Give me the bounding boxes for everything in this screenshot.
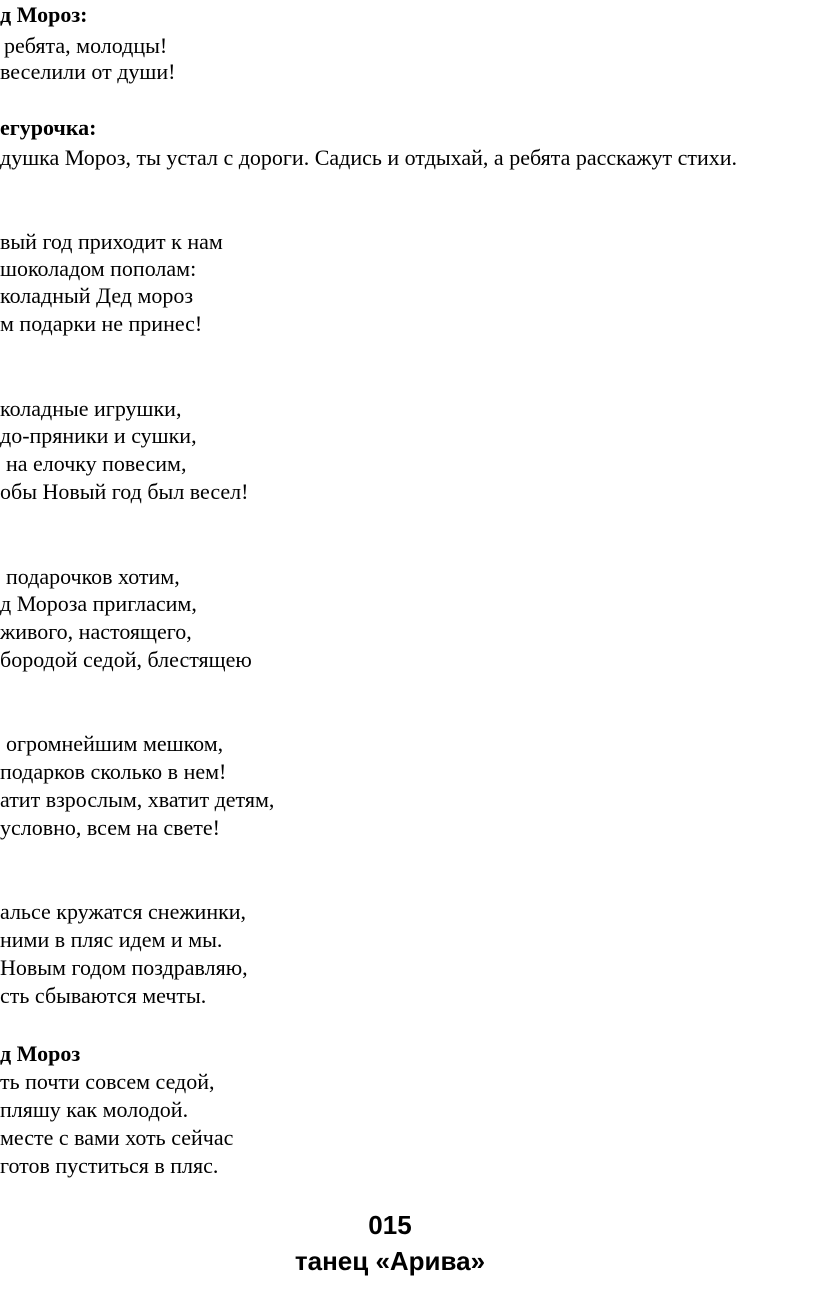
speech-line: душка Мороз, ты устал с дороги. Садись и отдыхай, а ребята расскажут стихи.: [0, 145, 738, 170]
poem-line: м подарки не принес!: [0, 311, 203, 336]
speech-line: месте с вами хоть сейчас: [0, 1125, 234, 1150]
item-number: 015: [368, 1210, 412, 1240]
speaker-name: д Мороз:: [0, 2, 88, 27]
speech-line: ть почти совсем седой,: [0, 1069, 215, 1094]
speaker-name: егурочка:: [0, 115, 97, 140]
speech-line: ребята, молодцы!: [4, 33, 168, 58]
poem-line: коладный Дед мороз: [0, 283, 194, 308]
poem-line: подарочков хотим,: [6, 564, 180, 589]
speaker-name: д Мороз: [0, 1041, 81, 1066]
poem-line: атит взрослым, хватит детям,: [0, 787, 275, 812]
item-title: танец «Арива»: [294, 1246, 486, 1276]
poem-line: на елочку повесим,: [6, 451, 187, 476]
poem-line: условно, всем на свете!: [0, 815, 220, 840]
poem-line: коладные игрушки,: [0, 396, 182, 421]
poem-line: Новым годом поздравляю,: [0, 955, 248, 980]
poem-line: альсе кружатся снежинки,: [0, 899, 247, 924]
poem-line: сть сбываются мечты.: [0, 983, 207, 1008]
poem-line: вый год приходит к нам: [0, 229, 223, 254]
poem-line: подарков сколько в нем!: [0, 759, 227, 784]
poem-line: шоколадом пополам:: [0, 256, 197, 281]
speech-line: пляшу как молодой.: [0, 1097, 189, 1122]
poem-line: ними в пляс идем и мы.: [0, 927, 223, 952]
poem-line: обы Новый год был весел!: [0, 479, 249, 504]
poem-line: живого, настоящего,: [0, 619, 192, 644]
poem-line: бородой седой, блестящею: [0, 647, 252, 672]
speech-line: готов пуститься в пляс.: [0, 1153, 219, 1178]
speech-line: веселили от души!: [0, 59, 176, 84]
poem-line: до-пряники и сушки,: [0, 423, 197, 448]
poem-line: огромнейшим мешком,: [6, 731, 224, 756]
poem-line: д Мороза пригласим,: [0, 591, 197, 616]
